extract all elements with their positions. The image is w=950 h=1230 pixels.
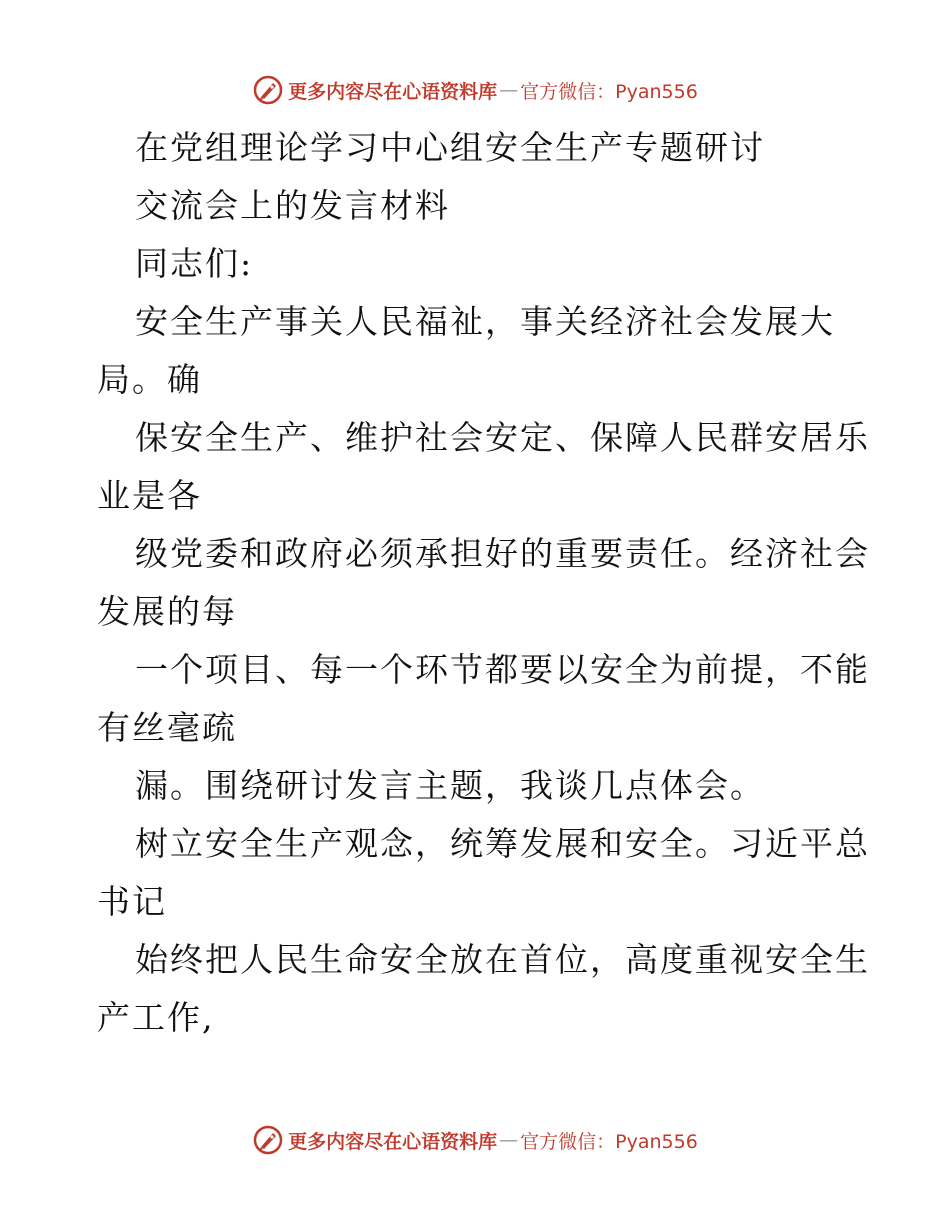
paragraph-line: 局。确 xyxy=(97,360,202,399)
banner-wechat-id: 官方微信：Pyan556 xyxy=(520,80,698,103)
paragraph-line: 发展的每 xyxy=(97,592,237,631)
paragraph-line: 安全生产事关人民福祉，事关经济社会发展大 xyxy=(135,302,835,341)
paragraph-line: 书记 xyxy=(97,882,167,921)
salutation: 同志们: xyxy=(135,244,254,283)
header-watermark-banner xyxy=(0,70,950,110)
paragraph-line: 产工作, xyxy=(97,998,215,1037)
paragraph-line: 始终把人民生命安全放在首位，高度重视安全生 xyxy=(135,940,870,979)
paragraph-line: 漏。围绕研讨发言主题，我谈几点体会。 xyxy=(135,766,765,805)
document-title-line-2: 交流会上的发言材料 xyxy=(135,186,450,225)
document-title-line-1: 在党组理论学习中心组安全生产专题研讨 xyxy=(135,128,765,167)
pen-nib-logo-icon xyxy=(252,1124,284,1156)
paragraph-line: 业是各 xyxy=(97,476,202,515)
footer-watermark-banner xyxy=(0,1120,950,1160)
paragraph-line: 保安全生产、维护社会安定、保障人民群安居乐 xyxy=(135,418,870,457)
paragraph-line: 树立安全生产观念，统筹发展和安全。习近平总 xyxy=(135,824,870,863)
paragraph-line: 有丝毫疏 xyxy=(97,708,237,747)
paragraph-line: 级党委和政府必须承担好的重要责任。经济社会 xyxy=(135,534,870,573)
banner-separator: — xyxy=(499,79,519,101)
banner-site-name: 更多内容尽在心语资料库 xyxy=(288,80,498,103)
banner-wechat-id: 官方微信：Pyan556 xyxy=(520,1130,698,1153)
paragraph-line: 一个项目、每一个环节都要以安全为前提，不能 xyxy=(135,650,870,689)
banner-site-name: 更多内容尽在心语资料库 xyxy=(288,1130,498,1153)
pen-nib-logo-icon xyxy=(252,74,284,106)
banner-separator: — xyxy=(499,1129,519,1151)
